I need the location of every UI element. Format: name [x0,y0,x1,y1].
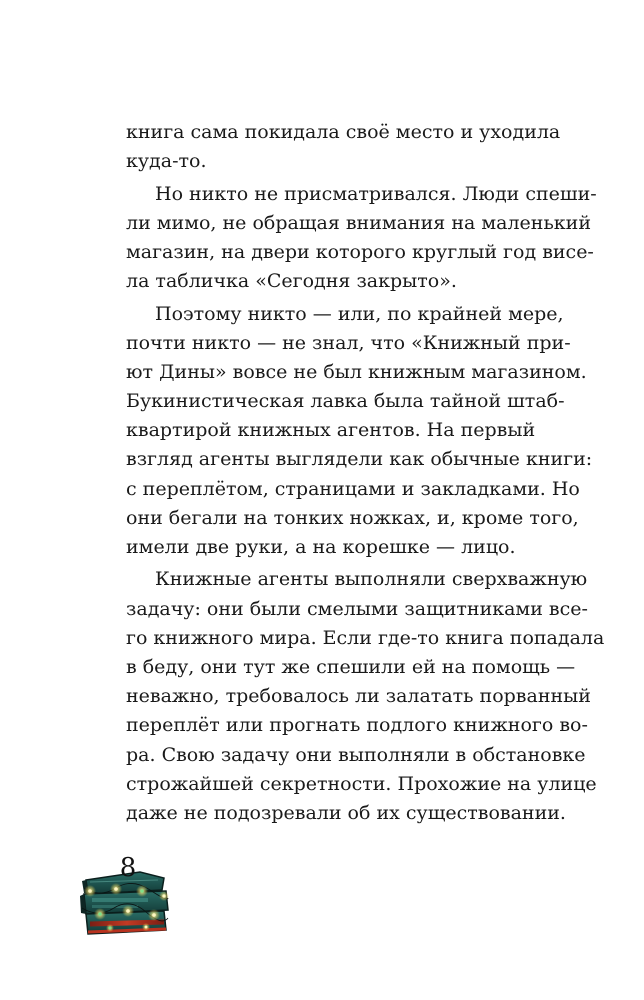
text-line: строжайшей секретности. Прохожие на улице [126,772,597,795]
text-line: книга сама покидала своё место и уходила [126,121,561,143]
text-line: магазин, на двери которого круглый год висе- [126,240,594,263]
text-line: они бегали на тонких ножках, и, кроме того, [126,506,579,529]
text-line: куда-то. [126,150,207,173]
text-line: почти никто — не знал, что «Книжный при- [126,331,571,354]
text-line: имели две руки, а на корешке — лицо. [126,536,516,558]
text-line: ра. Свою задачу они выполняли в обстановке [126,743,586,766]
text-line: ла табличка «Сегодня закрыто». [126,270,457,293]
text-line: Книжные агенты выполняли сверхважную [155,568,588,591]
text-line: Но никто не присматривался. Люди спеши- [155,182,597,205]
text-line: Букинистическая лавка была тайной штаб- [126,390,565,413]
text-line: ли мимо, не обращая внимания на маленький [126,211,591,234]
text-line: даже не подозревали об их существовании. [126,801,566,824]
text-line: го книжного мира. Если где-то книга попадала [126,626,605,649]
text-line: взгляд агенты выглядели как обычные книги: [126,448,593,471]
text-line: Поэтому никто — или, по крайней мере, [155,302,564,325]
text-line: переплёт или прогнать подлого книжного во- [126,714,588,737]
text-line: квартирой книжных агентов. На первый [126,419,536,442]
body-text [126,118,605,828]
text-line: ют Дины» вовсе не был книжным магазином. [126,360,587,383]
text-line: неважно, требовалось ли залатать порванный [126,685,591,708]
page-number: 8 [119,853,137,883]
text-line: задачу: они были смелыми защитниками все- [126,597,588,620]
text-line: в беду, они тут же спешили ей на помощь — [126,655,576,678]
text-line: с переплётом, страницами и закладками. Но [126,477,580,500]
